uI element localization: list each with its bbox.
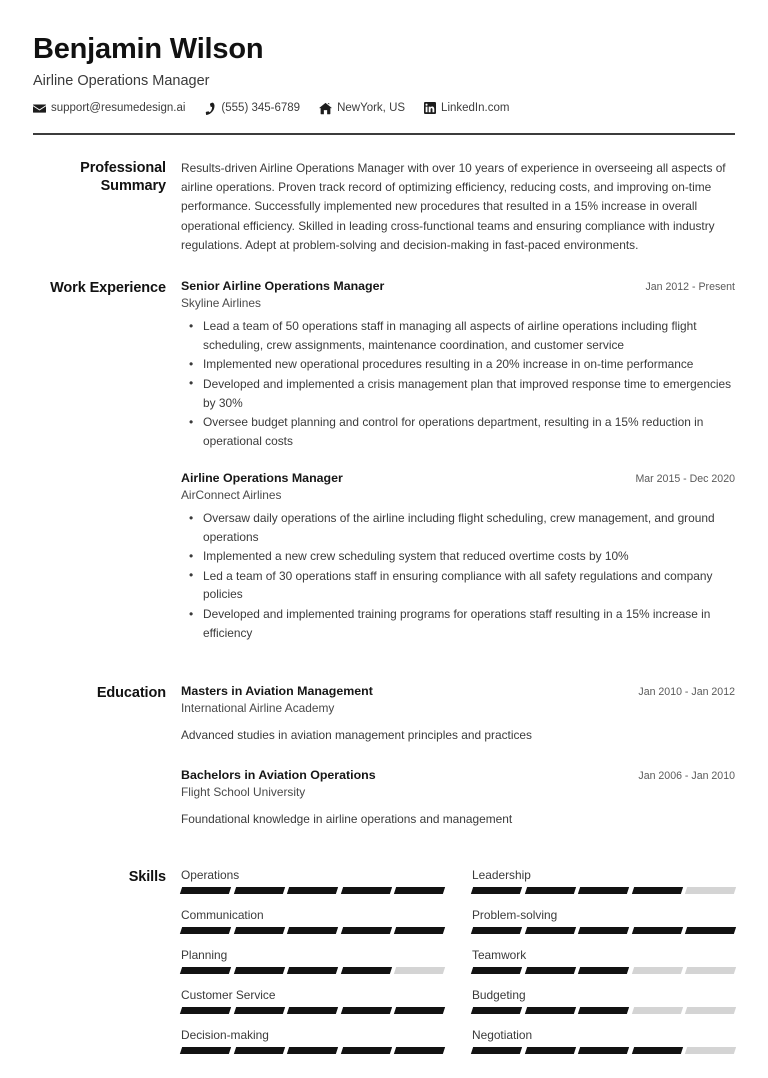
skill-name: Leadership [472,867,531,882]
skill-level-segment [287,1007,338,1014]
skill-level-segment [394,967,445,974]
skill-level-segment [180,1007,231,1014]
institution-name: International Airline Academy [181,701,335,716]
skill-level-segment [341,967,392,974]
skill-name: Operations [181,867,240,882]
employer-name: AirConnect Airlines [181,488,282,503]
skill-level-segment [578,1047,629,1054]
skill-level-segment [578,887,629,894]
section-label-education: Education [96,685,166,702]
skill-level-segment [287,1047,338,1054]
skills-grid [181,868,735,1054]
resume-body [0,159,768,1054]
skill-name: Budgeting [472,987,526,1002]
skill-level-segment [233,1047,284,1054]
skill-level-segment [632,1047,683,1054]
skill-level-segment [341,1047,392,1054]
skill-level-bar [472,887,735,894]
skill-level-segment [180,927,231,934]
skill-item [472,908,735,934]
education-entry [181,768,735,829]
skill-item [181,948,444,974]
skill-level-bar [181,887,444,894]
skill-level-bar [181,967,444,974]
skill-level-segment [685,1047,736,1054]
resume-header [0,0,768,115]
skill-level-segment [341,887,392,894]
section-skills [33,868,735,1054]
responsibility-list [181,509,735,642]
job-position-title: Senior Airline Operations Manager [181,279,385,294]
skill-level-segment [632,887,683,894]
skill-level-segment [287,967,338,974]
candidate-name: Benjamin Wilson [33,33,264,65]
entry-date-range: Jan 2012 - Present [645,281,735,294]
education-description: Advanced studies in aviation management principles and practices [181,728,532,743]
contact-phone-text: (555) 345-6789 [221,102,301,115]
skill-level-segment [394,927,445,934]
education-entry [181,684,735,745]
contact-email-text: support@resumedesign.ai [51,102,186,115]
skill-level-bar [472,927,735,934]
skill-item [472,988,735,1014]
skill-name: Planning [181,947,228,962]
skill-item [181,868,444,894]
skill-level-segment [180,887,231,894]
summary-text: Results-driven Airline Operations Manager with over 10 years of experience in overseeing all aspects of airline operations. Proven track record of optimizing efficiency, reducing costs, and improving on-time performance. Successfully implemented new procedures that resulted in a 15% increase in overall operational efficiency. Skilled in leading cross-functional teams and ensuring compliance with industry regulations. Adept at problem-solving and decision-making in fast-paced environments. [181,160,726,253]
responsibility-item: • Led a team of 30 operations staff in ensuring compliance with all safety regulations and company policies [181,567,735,604]
skill-level-segment [685,887,736,894]
section-label-summary: Professional Summary [80,159,166,195]
entry-date-range: Jan 2006 - Jan 2010 [638,770,735,783]
skill-level-segment [233,1007,284,1014]
contact-email[interactable] [33,102,185,115]
contact-phone[interactable] [204,102,300,115]
responsibility-item: • Implemented a new crew scheduling system that reduced overtime costs by 10% [181,547,735,566]
contact-linkedin-text: LinkedIn.com [441,102,510,115]
responsibility-item: • Oversee budget planning and control for operations department, resulting in a 15% reduction in operational costs [181,413,735,450]
skill-level-segment [287,887,338,894]
skill-item [181,988,444,1014]
skill-level-segment [524,887,575,894]
degree-title: Masters in Aviation Management [181,684,373,699]
skill-level-segment [180,967,231,974]
skill-name: Negotiation [472,1027,533,1042]
skill-level-segment [471,967,522,974]
skill-name: Decision-making [181,1027,269,1042]
skill-level-bar [472,967,735,974]
education-description: Foundational knowledge in airline operations and management [181,812,513,827]
skill-level-segment [471,1007,522,1014]
work-entry [181,471,735,642]
entry-header [181,684,735,698]
linkedin-icon [424,102,436,114]
skill-level-segment [524,967,575,974]
work-entry [181,279,735,450]
skill-level-segment [524,1047,575,1054]
skill-level-segment [578,967,629,974]
work-entry-list [181,279,735,643]
contact-row [33,102,735,115]
job-position-title: Airline Operations Manager [181,471,343,486]
skill-level-segment [341,927,392,934]
skill-level-bar [181,1007,444,1014]
entry-date-range: Mar 2015 - Dec 2020 [635,473,735,486]
entry-header [181,279,735,293]
skill-level-bar [181,1047,444,1054]
skill-level-bar [181,927,444,934]
skill-level-segment [471,927,522,934]
skill-level-segment [394,1007,445,1014]
envelope-icon [33,102,46,115]
skill-name: Teamwork [472,947,527,962]
responsibility-item: • Oversaw daily operations of the airline including flight scheduling, crew management, and ground operations [181,509,735,546]
section-work-experience [33,279,735,643]
skill-level-segment [471,887,522,894]
skill-level-segment [524,927,575,934]
skill-name: Problem-solving [472,907,558,922]
contact-linkedin[interactable] [424,102,509,114]
header-divider [33,133,735,135]
skill-item [472,948,735,974]
skill-item [181,908,444,934]
skill-level-segment [287,927,338,934]
skill-level-segment [471,1047,522,1054]
skill-level-segment [685,1007,736,1014]
skill-level-segment [341,1007,392,1014]
skill-level-bar [472,1047,735,1054]
skill-level-segment [578,927,629,934]
skill-level-segment [180,1047,231,1054]
skill-level-segment [685,967,736,974]
contact-location-text: NewYork, US [337,102,406,115]
section-label-work: Work Experience [50,280,166,297]
responsibility-item: • Developed and implemented a crisis management plan that improved response time to emergencies by 30% [181,375,735,412]
phone-icon [204,102,216,115]
entry-header [181,768,735,782]
skill-level-segment [632,967,683,974]
skill-level-segment [233,967,284,974]
skill-level-segment [685,927,736,934]
responsibility-list [181,317,735,450]
section-education [33,684,735,829]
skill-level-bar [472,1007,735,1014]
skill-level-segment [632,927,683,934]
section-professional-summary [33,159,735,255]
skill-item [181,1028,444,1054]
skill-name: Communication [181,907,264,922]
skill-level-segment [233,887,284,894]
degree-title: Bachelors in Aviation Operations [181,768,376,783]
section-label-skills: Skills [128,868,166,885]
entry-header [181,471,735,485]
skill-level-segment [394,1047,445,1054]
skill-item [472,868,735,894]
skill-level-segment [233,927,284,934]
responsibility-item: • Lead a team of 50 operations staff in managing all aspects of airline operations including flight scheduling, crew assignments, maintenance coordination, and customer service [181,317,735,354]
responsibility-item: • Implemented new operational procedures resulting in a 20% increase in on-time performance [181,355,735,374]
responsibility-item: • Developed and implemented training programs for operations staff resulting in a 15% increase in efficiency [181,605,735,642]
employer-name: Skyline Airlines [181,296,261,311]
skill-level-segment [394,887,445,894]
skill-item [472,1028,735,1054]
skill-level-segment [578,1007,629,1014]
skill-level-segment [524,1007,575,1014]
education-entry-list [181,684,735,829]
entry-date-range: Jan 2010 - Jan 2012 [638,686,735,699]
skill-name: Customer Service [181,987,276,1002]
candidate-job-title: Airline Operations Manager [33,72,210,89]
home-icon [319,102,332,115]
skill-level-segment [632,1007,683,1014]
contact-location[interactable] [319,102,405,115]
institution-name: Flight School University [181,785,306,800]
